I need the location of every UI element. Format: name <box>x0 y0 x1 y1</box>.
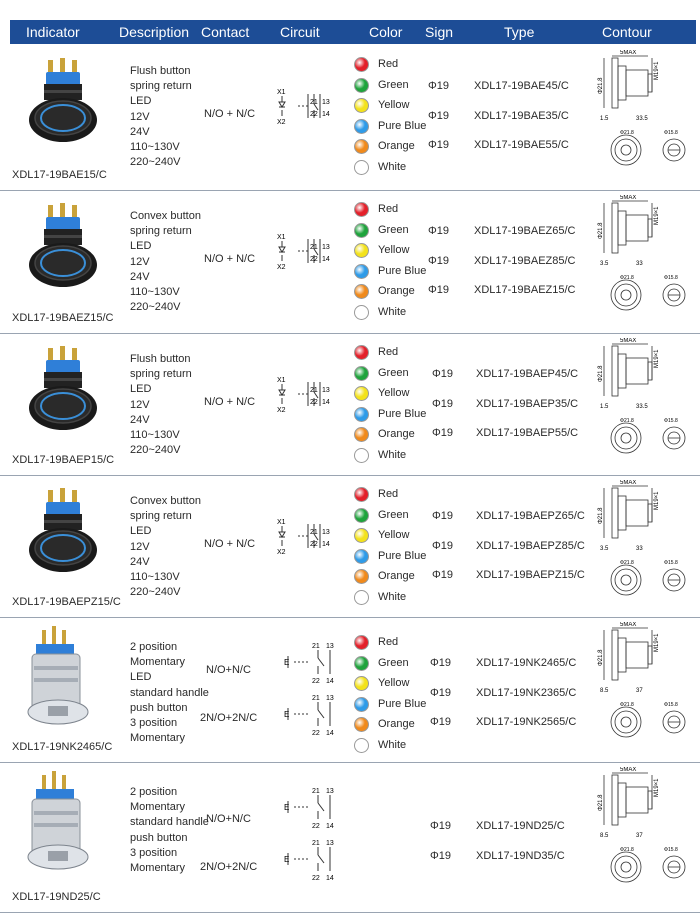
color-label: Yellow <box>378 99 410 111</box>
description-line: 110~130V <box>130 286 180 299</box>
description-line: spring return <box>130 510 192 523</box>
svg-text:M19×1: M19×1 <box>654 349 660 368</box>
color-label: Green <box>378 656 409 669</box>
circuit-13: 13 <box>322 244 330 251</box>
type-value: XDL17-19ND25/C <box>476 820 565 832</box>
svg-text:M19×1: M19×1 <box>654 633 660 652</box>
description <box>130 785 209 876</box>
table-header <box>10 20 696 44</box>
type-value: XDL17-19ND35/C <box>476 849 565 862</box>
sign-value: Φ19 <box>428 225 450 237</box>
sign-value: Φ19 <box>432 569 454 581</box>
svg-text:Φ21.8: Φ21.8 <box>620 560 634 566</box>
svg-text:13: 13 <box>326 840 334 847</box>
circuit-21: 21 <box>310 99 318 106</box>
svg-text:M19×1: M19×1 <box>654 206 660 225</box>
product-image <box>22 342 108 446</box>
color-label: Pure Blue <box>378 549 427 562</box>
type-value: XDL17-19NK2465/C <box>476 657 577 669</box>
description-line: push button <box>130 831 188 844</box>
circuit-x1: X1 <box>277 89 286 96</box>
color-label: Red <box>378 636 399 648</box>
color-label: Green <box>378 223 409 236</box>
color-dot-icon <box>354 697 369 712</box>
table-row <box>0 191 700 334</box>
description-line: 110~130V <box>130 571 180 584</box>
product-image <box>22 199 108 303</box>
type-value: XDL17-19BAEZ65/C <box>474 225 576 237</box>
description-line: spring return <box>130 80 192 93</box>
color-dot-icon <box>354 243 369 258</box>
color-label: Yellow <box>378 387 410 399</box>
color-dot-icon <box>354 738 369 753</box>
svg-text:5MAX: 5MAX <box>620 195 637 201</box>
description-line: standard handle <box>130 686 209 699</box>
svg-text:M19×1: M19×1 <box>654 491 660 510</box>
table-row <box>0 46 700 191</box>
color-dot-icon <box>354 305 369 320</box>
svg-text:22: 22 <box>312 823 320 830</box>
description-line: 2 position <box>130 641 178 653</box>
svg-text:E: E <box>284 710 290 719</box>
sign-value: Φ19 <box>430 820 452 832</box>
description-line: push button <box>130 701 188 714</box>
color-dot-icon <box>354 528 369 543</box>
product-image <box>22 771 108 875</box>
description-line: 3 position <box>130 717 178 730</box>
svg-text:5MAX: 5MAX <box>620 622 637 628</box>
svg-text:Φ21.8: Φ21.8 <box>598 649 604 666</box>
circuit-x2: X2 <box>277 119 286 126</box>
color-label: Pure Blue <box>378 697 427 710</box>
svg-text:5MAX: 5MAX <box>620 50 637 56</box>
header-indicator: Indicator <box>26 24 80 40</box>
contact-label: N/O + N/C <box>204 108 256 120</box>
svg-text:Φ21.8: Φ21.8 <box>620 130 634 136</box>
svg-text:22: 22 <box>312 875 320 882</box>
svg-text:Φ21.8: Φ21.8 <box>620 847 634 853</box>
color-label: Orange <box>378 718 415 730</box>
svg-text:37: 37 <box>636 833 643 839</box>
model-label: XDL17-19BAEP15/C <box>12 454 115 466</box>
description-line: standard handle <box>130 816 209 829</box>
type-value: XDL17-19BAE35/C <box>474 109 569 122</box>
description-line: 110~130V <box>130 429 180 442</box>
sign-value: Φ19 <box>428 139 450 151</box>
svg-text:8.5: 8.5 <box>600 833 609 839</box>
model-label: XDL17-19BAEZ15/C <box>12 312 114 324</box>
svg-text:21: 21 <box>312 788 320 795</box>
svg-text:Φ15.8: Φ15.8 <box>664 418 678 424</box>
svg-text:5MAX: 5MAX <box>620 767 637 773</box>
svg-text:3.5: 3.5 <box>600 261 609 267</box>
circuit-x1: X1 <box>277 234 286 241</box>
color-label: Red <box>378 346 399 358</box>
circuit-21: 21 <box>310 387 318 394</box>
contour-drawing <box>596 480 692 608</box>
description-line: 220~240V <box>130 586 181 599</box>
description-line: 110~130V <box>130 141 180 154</box>
color-dot-icon <box>354 590 369 605</box>
type-value: XDL17-19BAEP55/C <box>476 427 579 439</box>
sign-value: Φ19 <box>432 427 454 439</box>
sign-value: Φ19 <box>430 686 452 699</box>
color-dot-icon <box>354 98 369 113</box>
svg-text:21: 21 <box>312 643 320 650</box>
color-label: Green <box>378 78 409 91</box>
svg-text:Φ21.8: Φ21.8 <box>598 222 604 239</box>
color-label: Orange <box>378 285 415 297</box>
svg-text:14: 14 <box>326 875 334 882</box>
header-description: Description <box>119 24 190 40</box>
color-dot-icon <box>354 160 369 175</box>
circuit-22: 22 <box>310 111 318 118</box>
type-value: XDL17-19BAEZ15/C <box>474 284 576 296</box>
svg-text:Φ21.8: Φ21.8 <box>620 418 634 424</box>
description-line: 220~240V <box>130 156 181 169</box>
color-dot-icon <box>354 427 369 442</box>
color-dot-icon <box>354 635 369 650</box>
color-label: Green <box>378 508 409 521</box>
circuit-diagram <box>284 688 344 740</box>
description-line: 24V <box>130 125 150 138</box>
description <box>130 64 192 170</box>
color-dot-icon <box>354 78 369 93</box>
svg-text:1.5: 1.5 <box>600 404 609 410</box>
table-row <box>0 763 700 913</box>
circuit-diagram <box>270 514 348 566</box>
header-sign: Sign <box>425 24 454 40</box>
svg-text:22: 22 <box>312 730 320 737</box>
svg-text:33.5: 33.5 <box>636 116 648 122</box>
svg-text:Φ21.8: Φ21.8 <box>598 794 604 811</box>
circuit-21: 21 <box>310 529 318 536</box>
product-image <box>22 626 108 730</box>
color-dot-icon <box>354 223 369 238</box>
description-line: LED <box>130 95 152 108</box>
model-label: XDL17-19NK2465/C <box>12 741 113 753</box>
color-label: Yellow <box>378 244 410 256</box>
color-dot-icon <box>354 139 369 154</box>
type-value: XDL17-19BAE55/C <box>474 139 569 151</box>
sign-value: Φ19 <box>432 397 454 410</box>
color-label: White <box>378 305 407 318</box>
model-label: XDL17-19BAE15/C <box>12 169 107 181</box>
circuit-diagram <box>284 636 344 688</box>
circuit-x1: X1 <box>277 519 286 526</box>
color-dot-icon <box>354 717 369 732</box>
color-label: White <box>378 590 407 603</box>
description-line: Flush button <box>130 353 191 365</box>
svg-text:E: E <box>284 803 290 812</box>
circuit-diagram <box>284 781 344 833</box>
color-dot-icon <box>354 119 369 134</box>
description-line: Momentary <box>130 801 186 814</box>
svg-text:Φ21.8: Φ21.8 <box>620 275 634 281</box>
contact-label-2: 2N/O+2N/C <box>200 712 258 724</box>
circuit-22: 22 <box>310 256 318 263</box>
color-dot-icon <box>354 569 369 584</box>
svg-text:22: 22 <box>312 678 320 685</box>
type-value: XDL17-19NK2565/C <box>476 716 577 728</box>
circuit-22: 22 <box>310 541 318 548</box>
contact-label-1: N/O+N/C <box>206 664 251 676</box>
circuit-x1: X1 <box>277 377 286 384</box>
header-type: Type <box>504 24 535 40</box>
color-label: White <box>378 738 407 751</box>
color-dot-icon <box>354 386 369 401</box>
sign-value: Φ19 <box>430 716 452 728</box>
description-line: 12V <box>130 398 150 411</box>
description-line: spring return <box>130 225 192 238</box>
description-line: Flush button <box>130 65 191 77</box>
svg-text:33: 33 <box>636 261 643 267</box>
color-label: Green <box>378 366 409 379</box>
svg-text:21: 21 <box>312 840 320 847</box>
header-circuit: Circuit <box>280 24 320 40</box>
svg-text:14: 14 <box>326 823 334 830</box>
color-dot-icon <box>354 345 369 360</box>
svg-text:5MAX: 5MAX <box>620 338 637 344</box>
contour-drawing <box>596 338 692 466</box>
description-line: LED <box>130 671 152 684</box>
svg-text:Φ15.8: Φ15.8 <box>664 702 678 708</box>
description-line: 12V <box>130 540 150 553</box>
circuit-diagram <box>270 372 348 424</box>
sign-value: Φ19 <box>430 849 452 862</box>
circuit-14: 14 <box>322 541 330 548</box>
svg-text:33.5: 33.5 <box>636 404 648 410</box>
description-line: 220~240V <box>130 444 181 457</box>
color-dot-icon <box>354 448 369 463</box>
color-label: Pure Blue <box>378 119 427 132</box>
svg-text:13: 13 <box>326 643 334 650</box>
type-value: XDL17-19BAEZ85/C <box>474 254 576 267</box>
svg-text:Φ15.8: Φ15.8 <box>664 847 678 853</box>
color-label: White <box>378 448 407 461</box>
color-dot-icon <box>354 57 369 72</box>
description-line: LED <box>130 383 152 396</box>
color-label: Orange <box>378 570 415 582</box>
svg-text:M19×1: M19×1 <box>654 61 660 80</box>
contact-label-2: 2N/O+2N/C <box>200 861 258 873</box>
description-line: 12V <box>130 255 150 268</box>
svg-text:21: 21 <box>312 695 320 702</box>
svg-text:14: 14 <box>326 730 334 737</box>
svg-text:Φ21.8: Φ21.8 <box>598 77 604 94</box>
circuit-x2: X2 <box>277 264 286 271</box>
color-label: Red <box>378 203 399 215</box>
description <box>130 209 201 315</box>
table-row <box>0 334 700 476</box>
description-line: LED <box>130 525 152 538</box>
contour-drawing <box>596 767 692 895</box>
description-line: 3 position <box>130 846 178 859</box>
sign-value: Φ19 <box>428 254 450 267</box>
sign-value: Φ19 <box>432 539 454 552</box>
sign-value: Φ19 <box>428 284 450 296</box>
sign-value: Φ19 <box>430 657 452 669</box>
description <box>130 352 192 458</box>
svg-text:Φ15.8: Φ15.8 <box>664 130 678 136</box>
sign-value: Φ19 <box>432 510 454 522</box>
color-label: Orange <box>378 140 415 152</box>
header-color: Color <box>369 24 403 40</box>
type-value: XDL17-19BAE45/C <box>474 80 569 92</box>
circuit-13: 13 <box>322 99 330 106</box>
circuit-14: 14 <box>322 399 330 406</box>
color-label: Yellow <box>378 677 410 689</box>
description-line: Convex button <box>130 210 201 222</box>
svg-text:13: 13 <box>326 695 334 702</box>
svg-text:Φ15.8: Φ15.8 <box>664 275 678 281</box>
svg-text:Φ15.8: Φ15.8 <box>664 560 678 566</box>
svg-text:Φ21.8: Φ21.8 <box>598 365 604 382</box>
circuit-diagram <box>284 833 344 885</box>
circuit-x2: X2 <box>277 549 286 556</box>
description <box>130 494 201 600</box>
description-line: spring return <box>130 368 192 381</box>
type-value: XDL17-19BAEP45/C <box>476 368 579 380</box>
svg-text:5MAX: 5MAX <box>620 480 637 486</box>
description-line: 12V <box>130 110 150 123</box>
color-dot-icon <box>354 508 369 523</box>
circuit-22: 22 <box>310 399 318 406</box>
type-value: XDL17-19NK2365/C <box>476 686 577 699</box>
table-row <box>0 618 700 763</box>
color-dot-icon <box>354 284 369 299</box>
product-image <box>22 484 108 588</box>
svg-text:M19×1: M19×1 <box>654 778 660 797</box>
color-label: Pure Blue <box>378 407 427 420</box>
model-label: XDL17-19ND25/C <box>12 891 101 903</box>
sign-value: Φ19 <box>428 80 450 92</box>
color-label: Red <box>378 58 399 70</box>
type-value: XDL17-19BAEPZ15/C <box>476 569 585 581</box>
color-dot-icon <box>354 202 369 217</box>
sign-value: Φ19 <box>432 368 454 380</box>
contour-drawing <box>596 622 692 750</box>
color-dot-icon <box>354 656 369 671</box>
contact-label: N/O + N/C <box>204 396 256 408</box>
product-image <box>22 54 108 158</box>
svg-text:Φ21.8: Φ21.8 <box>598 507 604 524</box>
svg-text:14: 14 <box>326 678 334 685</box>
description-line: Momentary <box>130 862 186 875</box>
description-line: Momentary <box>130 656 186 669</box>
svg-text:8.5: 8.5 <box>600 688 609 694</box>
circuit-21: 21 <box>310 244 318 251</box>
color-label: Pure Blue <box>378 264 427 277</box>
description-line: Convex button <box>130 495 201 507</box>
color-dot-icon <box>354 366 369 381</box>
svg-text:E: E <box>284 855 290 864</box>
color-dot-icon <box>354 487 369 502</box>
color-label: Orange <box>378 428 415 440</box>
type-value: XDL17-19BAEPZ65/C <box>476 510 585 522</box>
color-label: Yellow <box>378 529 410 541</box>
color-dot-icon <box>354 264 369 279</box>
svg-text:37: 37 <box>636 688 643 694</box>
description <box>130 640 209 746</box>
header-contact: Contact <box>201 24 250 40</box>
description-line: Momentary <box>130 732 186 745</box>
model-label: XDL17-19BAEPZ15/C <box>12 596 121 608</box>
circuit-14: 14 <box>322 111 330 118</box>
circuit-13: 13 <box>322 387 330 394</box>
circuit-diagram <box>270 229 348 281</box>
sign-value: Φ19 <box>428 109 450 122</box>
description-line: 24V <box>130 270 150 283</box>
circuit-13: 13 <box>322 529 330 536</box>
color-label: White <box>378 160 407 173</box>
contour-drawing <box>596 195 692 323</box>
description-line: 2 position <box>130 786 178 798</box>
header-contour: Contour <box>602 24 652 40</box>
circuit-14: 14 <box>322 256 330 263</box>
type-value: XDL17-19BAEPZ85/C <box>476 539 585 552</box>
svg-text:Φ21.8: Φ21.8 <box>620 702 634 708</box>
description-line: 220~240V <box>130 301 181 314</box>
svg-text:E: E <box>284 658 290 667</box>
description-line: LED <box>130 240 152 253</box>
circuit-x2: X2 <box>277 407 286 414</box>
svg-text:3.5: 3.5 <box>600 546 609 552</box>
contact-label: N/O + N/C <box>204 253 256 265</box>
svg-text:33: 33 <box>636 546 643 552</box>
contact-label-1: N/O+N/C <box>206 813 251 825</box>
color-dot-icon <box>354 676 369 691</box>
contact-label: N/O + N/C <box>204 538 256 550</box>
contour-drawing <box>596 50 692 178</box>
type-value: XDL17-19BAEP35/C <box>476 397 579 410</box>
color-label: Red <box>378 488 399 500</box>
svg-text:13: 13 <box>326 788 334 795</box>
description-line: 24V <box>130 555 150 568</box>
description-line: 24V <box>130 413 150 426</box>
color-dot-icon <box>354 549 369 564</box>
table-row <box>0 476 700 618</box>
svg-text:1.5: 1.5 <box>600 116 609 122</box>
color-dot-icon <box>354 407 369 422</box>
circuit-diagram <box>270 84 348 136</box>
